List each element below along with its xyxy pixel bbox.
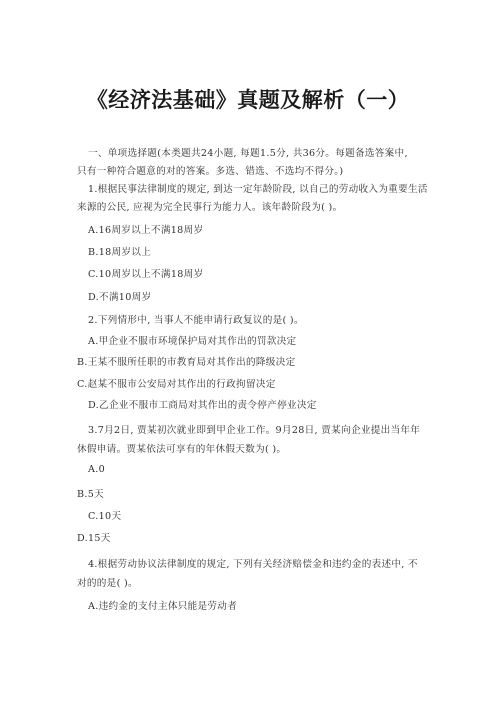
question-2-option-a: A.甲企业不服市环境保护局对其作出的罚款决定: [88, 336, 297, 347]
question-1-line-1: 1.根据民事法律制度的规定, 到达一定年龄阶段, 以自己的劳动收入为重要生活: [88, 184, 428, 195]
question-3-option-c: C.10天: [88, 511, 122, 522]
question-3-line-1: 3.7月2日, 贾某初次就业即到甲企业工作。9月28日, 贾某向企业提出当年年: [88, 425, 421, 436]
question-4-line-1: 4.根据劳动协议法律制度的规定, 下列有关经济赔偿金和违约金的表述中, 不: [88, 559, 418, 570]
question-1-option-c: C.10周岁以上不满18周岁: [88, 269, 204, 280]
question-1-option-d: D.不满10周岁: [88, 292, 152, 303]
question-2-option-c: C.赵某不服市公安局对其作出的行政拘留决定: [77, 379, 276, 390]
question-2-option-d: D.乙企业不服市工商局对其作出的责令停产停业决定: [88, 400, 317, 411]
question-4-option-a: A.违约金的支付主体只能是劳动者: [88, 601, 238, 612]
question-4-line-2: 对的的是( )。: [77, 578, 138, 589]
question-2-option-b: B.王某不服所任职的市教育局对其作出的降级决定: [77, 357, 296, 368]
section-intro-line-1: 一、单项选择题(本类题共24小题, 每题1.5分, 共36分。每题备选答案中,: [88, 148, 408, 159]
question-3-option-b: B.5天: [77, 489, 104, 500]
question-1-line-2: 来源的公民, 应视为完全民事行为能力人。该年龄阶段为( )。: [77, 202, 343, 213]
section-intro-line-2: 只有一种符合题意的对的答案。多选、错选、不选均不得分。): [77, 166, 344, 177]
question-3-option-a: A.0: [88, 464, 105, 475]
question-2-line-1: 2.下列情形中, 当事人不能申请行政复议的是( )。: [88, 315, 304, 326]
question-1-option-b: B.18周岁以上: [88, 247, 152, 258]
document-title: 《经济法基础》真题及解析（一）: [86, 88, 410, 112]
question-3-option-d: D.15天: [77, 533, 111, 544]
question-1-option-a: A.16周岁以上不满18周岁: [88, 225, 204, 236]
question-3-line-2: 休假申请。贾某依法可享有的年休假天数为( )。: [77, 444, 287, 455]
